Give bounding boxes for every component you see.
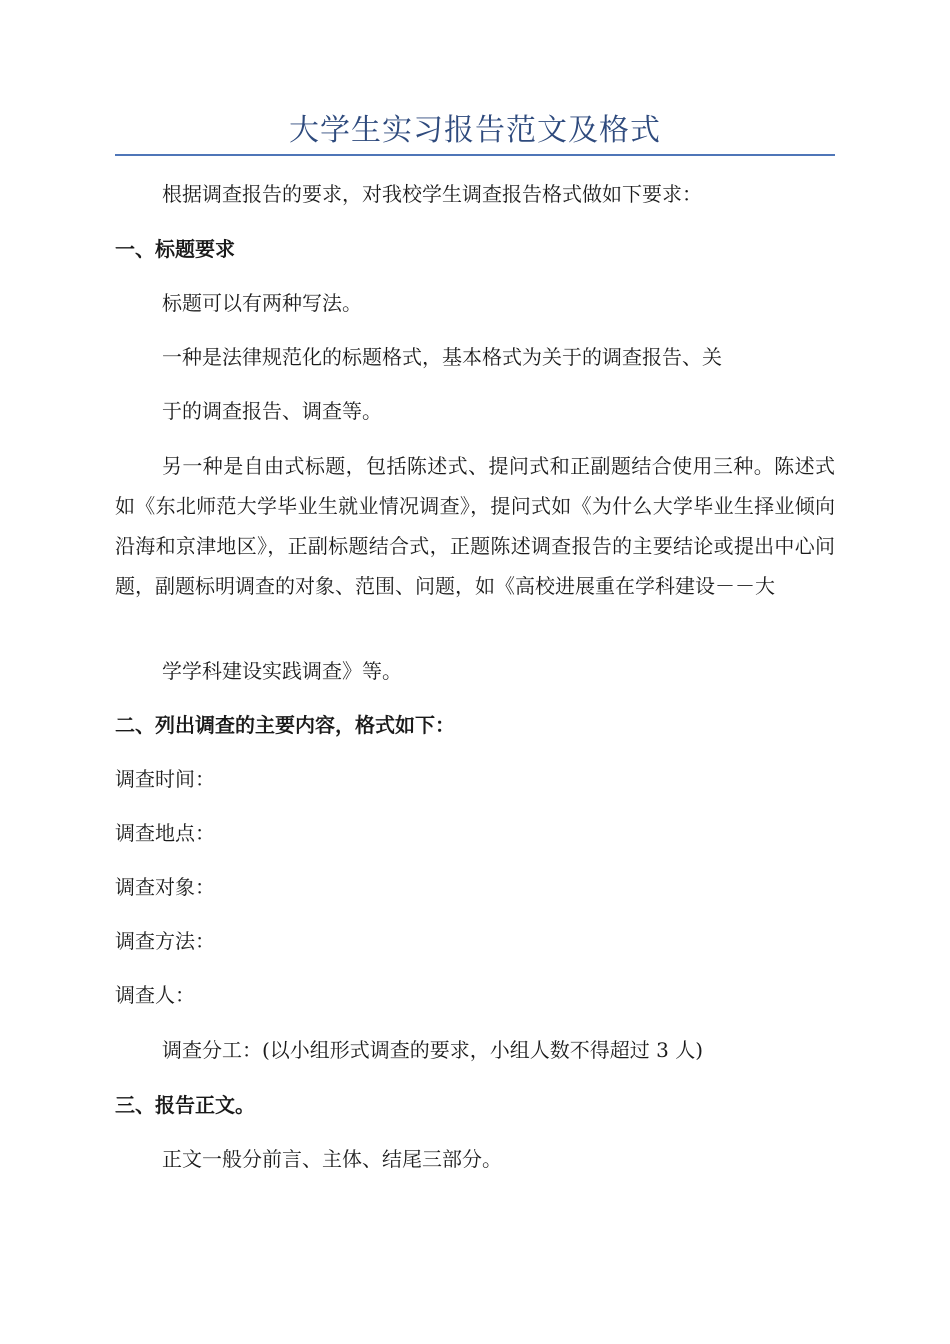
list-item: 调查对象： [115,875,215,899]
section1-paragraph-2-line-2: 于的调查报告、调查等。 [162,399,382,423]
list-item: 调查时间： [115,767,215,791]
intro-paragraph: 根据调查报告的要求，对我校学生调查报告格式做如下要求： [162,182,702,206]
section2-heading: 二、列出调查的主要内容，格式如下： [115,713,455,737]
section1-paragraph-1: 标题可以有两种写法。 [162,291,362,315]
section1-paragraph-4: 学学科建设实践调查》等。 [162,659,402,683]
title-underline [115,154,835,156]
list-item: 调查方法： [115,929,215,953]
list-item: 调查人： [115,983,195,1007]
section3-paragraph-1: 正文一般分前言、主体、结尾三部分。 [162,1147,502,1171]
section2-division: 调查分工：(以小组形式调查的要求，小组人数不得超过 3 人) [162,1038,704,1062]
section1-paragraph-2-line-1: 一种是法律规范化的标题格式，基本格式为关于的调查报告、关 [162,345,722,369]
list-item: 调查地点： [115,821,215,845]
section3-heading: 三、报告正文。 [115,1093,255,1117]
document-title: 大学生实习报告范文及格式 [289,113,661,148]
section1-paragraph-3: 另一种是自由式标题，包括陈述式、提问式和正副题结合使用三种。陈述式如《东北师范大学毕业生就业情况调查》，提问式如《为什么大学毕业生择业倾向沿海和京津地区》，正副标题结合式，正题陈述调查报告的主要结论或提出中心问题，副题标明调查的对象、范围、问题，如《高校进展重在学科建设－－大 [115,454,835,598]
section1-heading: 一、标题要求 [115,237,235,261]
